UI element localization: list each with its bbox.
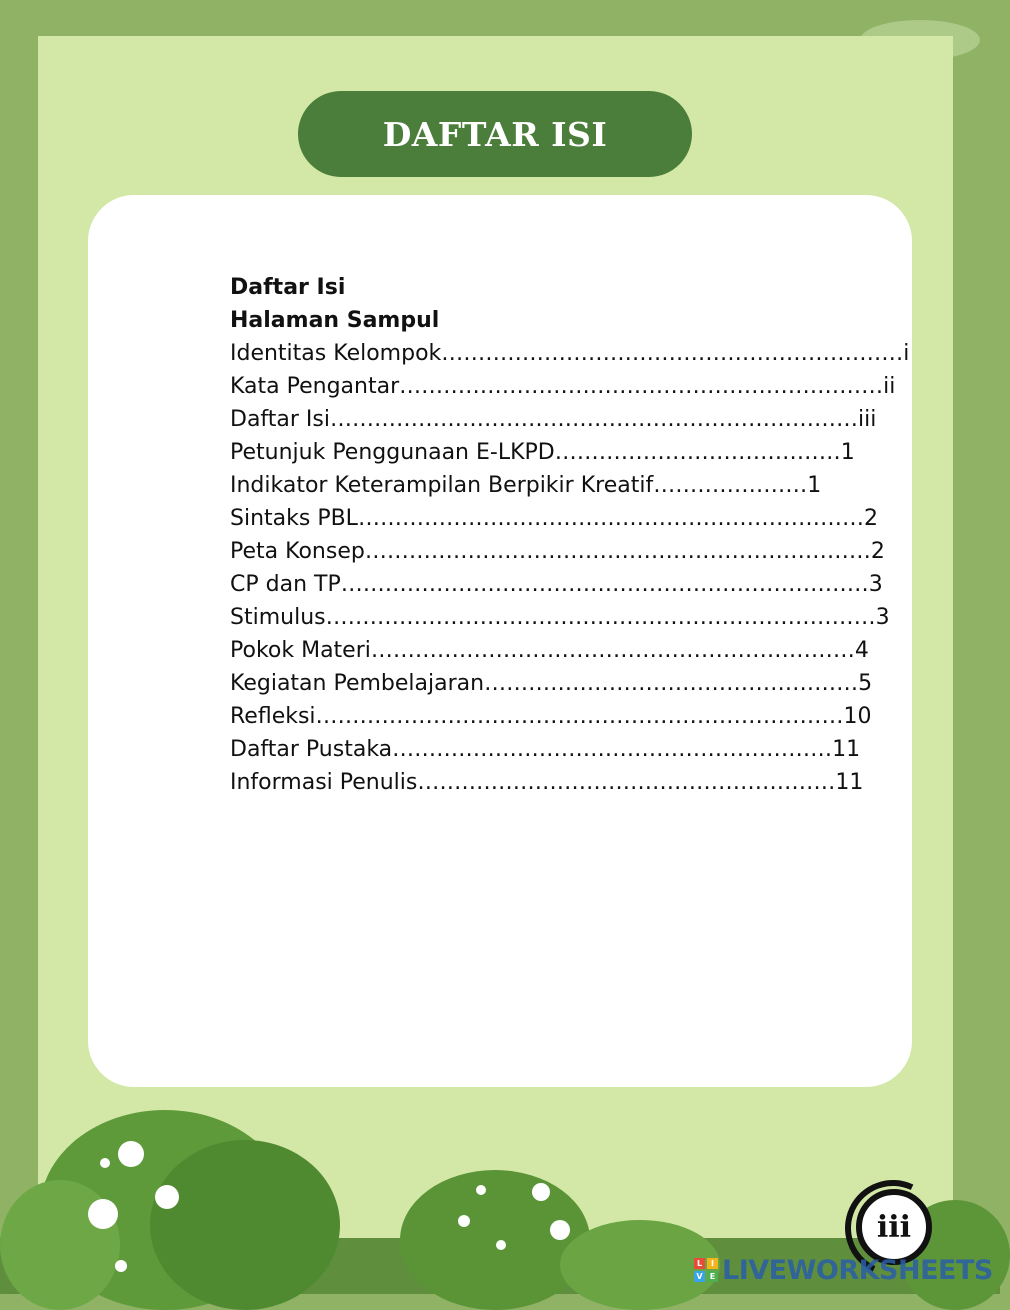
toc-entry xyxy=(230,667,873,700)
toc-entry xyxy=(230,766,864,799)
toc-entry-label: Daftar Isi xyxy=(230,407,330,432)
bush-decoration xyxy=(400,1170,590,1310)
toc-entry xyxy=(230,469,834,502)
toc-entry-label: Petunjuk Penggunaan E-LKPD xyxy=(230,440,555,465)
toc-entry-leader: …………………………………………………………… xyxy=(357,506,864,531)
toc-entry-label: Refleksi xyxy=(230,704,316,729)
flower-decoration xyxy=(155,1185,179,1209)
flower-decoration xyxy=(476,1185,486,1195)
flower-decoration xyxy=(100,1158,110,1168)
toc-entry-label: Stimulus xyxy=(230,605,326,630)
toc-entry-leader: ………………………………………………………… xyxy=(399,374,884,399)
toc-entry-label: Peta Konsep xyxy=(230,539,365,564)
toc-entry-page: i xyxy=(903,341,910,366)
flower-decoration xyxy=(115,1260,127,1272)
toc-entry-page: 11 xyxy=(832,737,861,762)
toc-entry-leader: ……………………………………………………………… xyxy=(315,704,844,729)
toc-entry-page: 5 xyxy=(858,671,873,696)
watermark-text: LIVEWORKSHEETS xyxy=(722,1254,993,1286)
toc-entry-leader: ………………………………… xyxy=(554,440,841,465)
toc-entry xyxy=(230,733,861,766)
toc-entry-page: 3 xyxy=(868,572,883,597)
page-number-badge: iii xyxy=(856,1189,932,1265)
flower-decoration xyxy=(550,1220,570,1240)
liveworksheets-logo-icon: L I V E xyxy=(694,1258,718,1282)
toc-entry-leader: ………………………………………………… xyxy=(417,770,836,795)
table-of-contents xyxy=(230,271,910,799)
toc-entry-page: 4 xyxy=(854,638,869,663)
toc-entry-leader: …………………………………………………… xyxy=(392,737,833,762)
toc-entry-leader: ……………………………………………………………… xyxy=(340,572,869,597)
toc-heading: Halaman Sampul xyxy=(230,308,440,333)
toc-entry xyxy=(230,370,896,403)
toc-entry xyxy=(230,337,910,370)
flower-decoration xyxy=(118,1141,144,1167)
toc-entry-leader: ………………………………………………………………… xyxy=(325,605,876,630)
watermark xyxy=(694,1254,993,1286)
toc-entry xyxy=(230,568,883,601)
toc-entry xyxy=(230,403,877,436)
toc-entry xyxy=(230,700,872,733)
toc-entry-label: CP dan TP xyxy=(230,572,341,597)
toc-entry-label: Kata Pengantar xyxy=(230,374,400,399)
toc-entry-label: Indikator Keterampilan Berpikir Kreatif xyxy=(230,473,654,498)
toc-entry-page: 3 xyxy=(875,605,890,630)
toc-entry-label: Informasi Penulis xyxy=(230,770,418,795)
bush-decoration xyxy=(150,1140,340,1310)
flower-decoration xyxy=(532,1183,550,1201)
toc-entry-leader: ………………… xyxy=(653,473,808,498)
flower-decoration xyxy=(458,1215,470,1227)
toc-entry-page: 10 xyxy=(843,704,872,729)
flower-decoration xyxy=(496,1240,506,1250)
toc-entry xyxy=(230,535,885,568)
toc-entry-leader: ……………………………………………………… xyxy=(441,341,904,366)
toc-entry-page: 1 xyxy=(840,440,855,465)
toc-entry-label: Identitas Kelompok xyxy=(230,341,442,366)
toc-entry xyxy=(230,502,878,535)
toc-entry-label: Daftar Pustaka xyxy=(230,737,393,762)
toc-entry xyxy=(230,601,890,634)
toc-entry-leader: ………………………………………………………… xyxy=(370,638,855,663)
toc-entry-page: 2 xyxy=(870,539,885,564)
toc-entry xyxy=(230,634,869,667)
toc-heading: Daftar Isi xyxy=(230,275,346,300)
toc-entry-page: 1 xyxy=(807,473,822,498)
toc-entry-label: Pokok Materi xyxy=(230,638,371,663)
toc-entry-leader: ……………………………………………………………… xyxy=(330,407,858,432)
flower-decoration xyxy=(88,1199,118,1229)
toc-entry-page: 11 xyxy=(835,770,864,795)
toc-entry-page: ii xyxy=(883,374,896,399)
toc-entry-leader: …………………………………………… xyxy=(484,671,859,696)
page-title: DAFTAR ISI xyxy=(298,91,692,177)
toc-entry xyxy=(230,436,855,469)
toc-entry-leader: …………………………………………………………… xyxy=(364,539,871,564)
toc-entry-page: iii xyxy=(858,407,877,432)
toc-entry-label: Kegiatan Pembelajaran xyxy=(230,671,485,696)
toc-entries xyxy=(230,337,910,799)
toc-entry-label: Sintaks PBL xyxy=(230,506,358,531)
toc-entry-page: 2 xyxy=(863,506,878,531)
